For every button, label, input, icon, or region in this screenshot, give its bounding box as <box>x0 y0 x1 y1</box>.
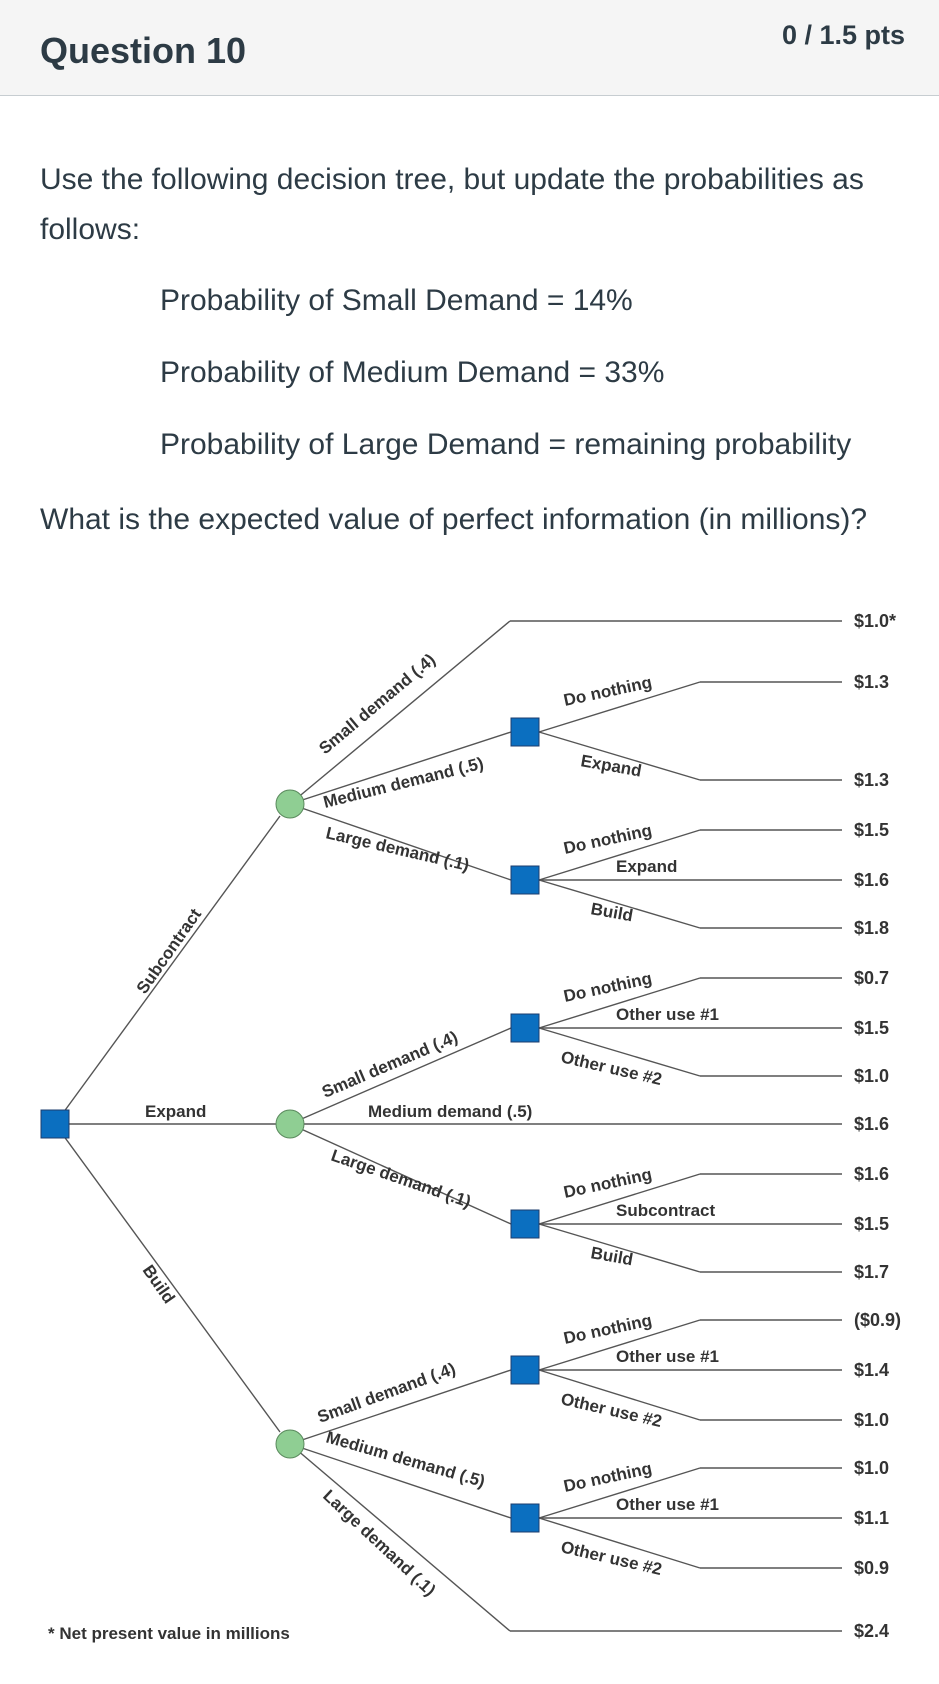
bld-small-label: Small demand (.4) <box>314 1359 459 1427</box>
exp-large-label: Large demand (.1) <box>328 1145 474 1212</box>
exp-small-opt3-value: $1.0 <box>854 1066 890 1086</box>
sub-large-opt2-label: Expand <box>616 857 678 876</box>
exp-large-opt1-label: Do nothing <box>561 1164 654 1202</box>
sub-large-opt2-value: $1.6 <box>854 870 890 890</box>
decision-tree-diagram <box>0 590 939 1670</box>
sub-medium-opt1-value: $1.3 <box>854 672 890 692</box>
root-expand-label: Expand <box>145 1102 207 1121</box>
exp-small-opt2-label: Other use #1 <box>616 1005 719 1024</box>
bld-large-label: Large demand (.1) <box>319 1486 440 1600</box>
root-subcontract-label: Subcontract <box>132 905 206 998</box>
question-prompt: What is the expected value of perfect information (in millions)? <box>40 503 868 536</box>
bld-small-opt2-value: $1.4 <box>854 1360 890 1380</box>
root-decision-node <box>41 1110 69 1138</box>
sub-medium-opt2-value: $1.3 <box>854 770 890 790</box>
bld-small-opt1-label: Do nothing <box>561 1310 654 1348</box>
prob-large-demand: Probability of Large Demand = remaining probability <box>160 428 852 461</box>
bld-small-opt2-label: Other use #1 <box>616 1347 719 1366</box>
bld-large-value: $2.4 <box>854 1621 890 1641</box>
bld-medium-opt2-value: $1.1 <box>854 1508 890 1528</box>
sub-large-label: Large demand (.1) <box>324 823 472 875</box>
exp-medium-value: $1.6 <box>854 1114 890 1134</box>
exp-large-opt2-value: $1.5 <box>854 1214 890 1234</box>
bld-medium-opt2-label: Other use #1 <box>616 1495 719 1514</box>
bld-medium-opt1-value: $1.0 <box>854 1458 890 1478</box>
sub-small-value: $1.0* <box>854 611 897 631</box>
bld-chance-node <box>276 1430 304 1458</box>
question-header <box>0 0 939 96</box>
question-title: Question 10 <box>40 30 247 71</box>
sub-large-opt1-label: Do nothing <box>561 820 654 858</box>
exp-medium-label: Medium demand (.5) <box>368 1102 533 1121</box>
sub-medium-opt1-label: Do nothing <box>561 672 654 710</box>
exp-small-opt2-value: $1.5 <box>854 1018 890 1038</box>
root-subcontract-branch <box>55 816 280 1124</box>
exp-large-opt2-label: Subcontract <box>616 1201 716 1220</box>
exp-small-opt1-label: Do nothing <box>561 968 654 1006</box>
sub-large-opt3-label: Build <box>589 899 635 926</box>
bld-medium-opt3-label: Other use #2 <box>559 1537 664 1580</box>
question-intro: Use the following decision tree, but update the probabilities as follows: <box>40 163 864 246</box>
sub-medium-label: Medium demand (.5) <box>321 753 486 812</box>
exp-large-opt1-value: $1.6 <box>854 1164 890 1184</box>
bld-medium-decision-node <box>511 1504 539 1532</box>
exp-small-decision-node <box>511 1014 539 1042</box>
bld-small-opt3-label: Other use #2 <box>559 1389 664 1432</box>
bld-small-opt1-value: ($0.9) <box>854 1310 902 1330</box>
sub-small-label: Small demand (.4) <box>315 649 440 759</box>
exp-large-opt3-value: $1.7 <box>854 1262 890 1282</box>
sub-medium-opt2-label: Expand <box>579 751 644 781</box>
bld-medium-label: Medium demand (.5) <box>323 1427 488 1492</box>
sub-medium-decision-node <box>511 718 539 746</box>
exp-large-opt3-label: Build <box>589 1243 635 1270</box>
bld-medium-opt1-label: Do nothing <box>561 1458 654 1496</box>
bld-medium-opt3-value: $0.9 <box>854 1558 890 1578</box>
bld-small-opt3-value: $1.0 <box>854 1410 890 1430</box>
prob-small-demand: Probability of Small Demand = 14% <box>160 284 633 317</box>
exp-small-label: Small demand (.4) <box>319 1027 461 1102</box>
exp-chance-node <box>276 1110 304 1138</box>
tree-footnote: * Net present value in millions <box>48 1624 290 1643</box>
sub-large-opt1-value: $1.5 <box>854 820 890 840</box>
tree-content <box>41 611 901 1643</box>
prob-medium-demand: Probability of Medium Demand = 33% <box>160 356 665 389</box>
root-build-label: Build <box>138 1261 179 1308</box>
question-body <box>40 155 900 545</box>
question-points: 0 / 1.5 pts <box>781 20 905 50</box>
bld-small-decision-node <box>511 1356 539 1384</box>
root-build-branch <box>55 1124 280 1432</box>
sub-large-decision-node <box>511 866 539 894</box>
exp-small-opt3-label: Other use #2 <box>559 1047 664 1090</box>
exp-small-opt1-value: $0.7 <box>854 968 890 988</box>
sub-chance-node <box>276 790 304 818</box>
exp-large-decision-node <box>511 1210 539 1238</box>
sub-large-opt3-value: $1.8 <box>854 918 890 938</box>
